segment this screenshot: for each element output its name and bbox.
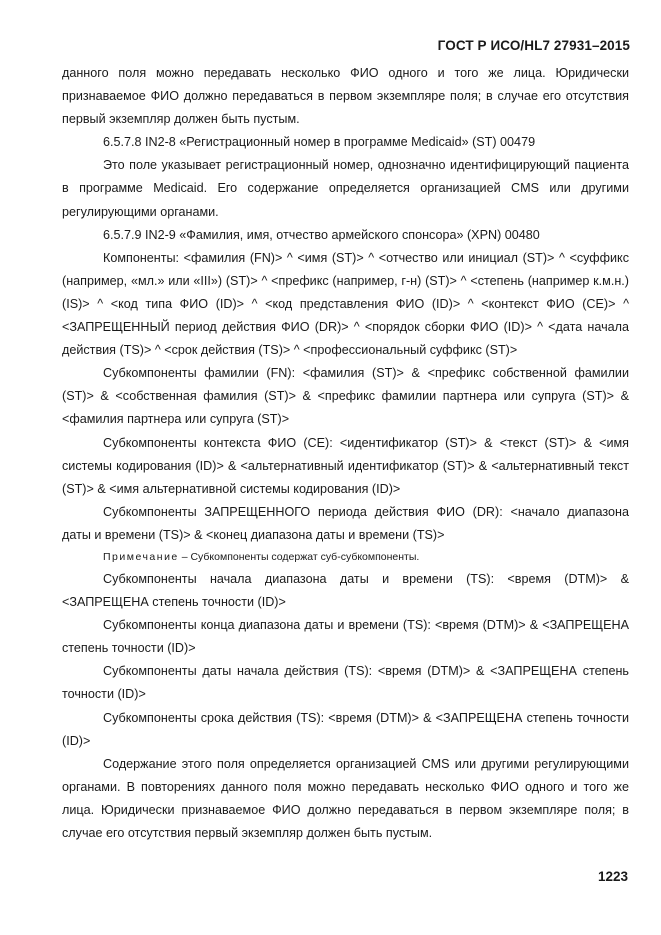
paragraph-continuation: данного поля можно передавать несколько ФИО одного и того же лица. Юридически признаваемое ФИО должно передаваться в первом экземпляре поля; в случае его отсутствия первый экземпляр должен быть пустым. bbox=[62, 66, 629, 127]
paragraph-expiration-subcomponents: Субкомпоненты срока действия (TS): <время (DTM)> & <ЗАПРЕЩЕНА степень точности (ID)> bbox=[62, 710, 629, 748]
page-body bbox=[62, 62, 629, 845]
section-heading-in2-9: 6.5.7.9 IN2-9 «Фамилия, имя, отчество армейского спонсора» (XPN) 00480 bbox=[103, 227, 540, 242]
paragraph-ce-subcomponents: Субкомпоненты контекста ФИО (CE): <идентификатор (ST)> & <текст (ST)> & <имя системы кодирования (ID)> & <альтернативный идентификатор (ST)> & <альтернативный текст (ST)> & <имя альтернативной системы кодирования (ID)> bbox=[62, 435, 629, 496]
running-header: ГОСТ Р ИСО/HL7 27931–2015 bbox=[437, 38, 630, 53]
page-number: 1223 bbox=[597, 869, 628, 884]
paragraph-fn-subcomponents: Субкомпоненты фамилии (FN): <фамилия (ST)> & <префикс собственной фамилии (ST)> & <собственная фамилия (ST)> & <префикс фамилии партнера или супруга (ST)> & <фамилия партнера или супруга (ST)> bbox=[62, 366, 629, 427]
paragraph-closing: Содержание этого поля определяется организацией CMS или другими регулирующими органами. В повторениях данного поля можно передавать несколько ФИО одного и того же лица. Юридически признаваемое ФИО должно передаваться в первом экземпляре поля; в случае его отсутствия первый экземпляр должен быть пустым. bbox=[62, 756, 629, 840]
section-heading-in2-8: 6.5.7.8 IN2-8 «Регистрационный номер в программе Medicaid» (ST) 00479 bbox=[103, 135, 536, 150]
paragraph-dr-subcomponents: Субкомпоненты ЗАПРЕЩЕННОГО периода действия ФИО (DR): <начало диапазона даты и времени (TS)> & <конец диапазона даты и времени (TS)> bbox=[62, 504, 629, 542]
paragraph-effective-date-subcomponents: Субкомпоненты даты начала действия (TS): <время (DTM)> & <ЗАПРЕЩЕНА степень точности (ID)> bbox=[62, 664, 629, 702]
note-label: Примечание bbox=[103, 550, 179, 563]
note bbox=[62, 547, 629, 568]
paragraph-range-start-subcomponents: Субкомпоненты начала диапазона даты и времени (TS): <время (DTM)> & <ЗАПРЕЩЕНА степень точности (ID)> bbox=[62, 571, 629, 610]
paragraph-range-end-subcomponents: Субкомпоненты конца диапазона даты и времени (TS): <время (DTM)> & <ЗАПРЕЩЕНА степень точности (ID)> bbox=[62, 618, 629, 656]
paragraph-in2-8-description: Это поле указывает регистрационный номер, однозначно идентифицирующий пациента в программе Medicaid. Его содержание определяется организацией CMS или другими регулирующими органами. bbox=[62, 158, 629, 219]
paragraph-components: Компоненты: <фамилия (FN)> ^ <имя (ST)> ^ <отчество или инициал (ST)> ^ <суффикс (например, «мл.» или «III») (ST)> ^ <префикс (например, г-н) (ST)> ^ <степень (например к.м.н.) (IS)> ^ <код типа ФИО (ID)> ^ <код представления ФИО (ID)> ^ <контекст ФИО (CE)> ^ <ЗАПРЕЩЕННЫЙ период действия ФИО (DR)> ^ <порядок сборки ФИО (ID)> ^ <дата начала действия (TS)> ^ <срок действия (TS)> ^ <профессиональный суффикс (ST)> bbox=[62, 250, 629, 358]
note-text: – Субкомпоненты содержат суб-субкомпоненты. bbox=[178, 550, 420, 563]
